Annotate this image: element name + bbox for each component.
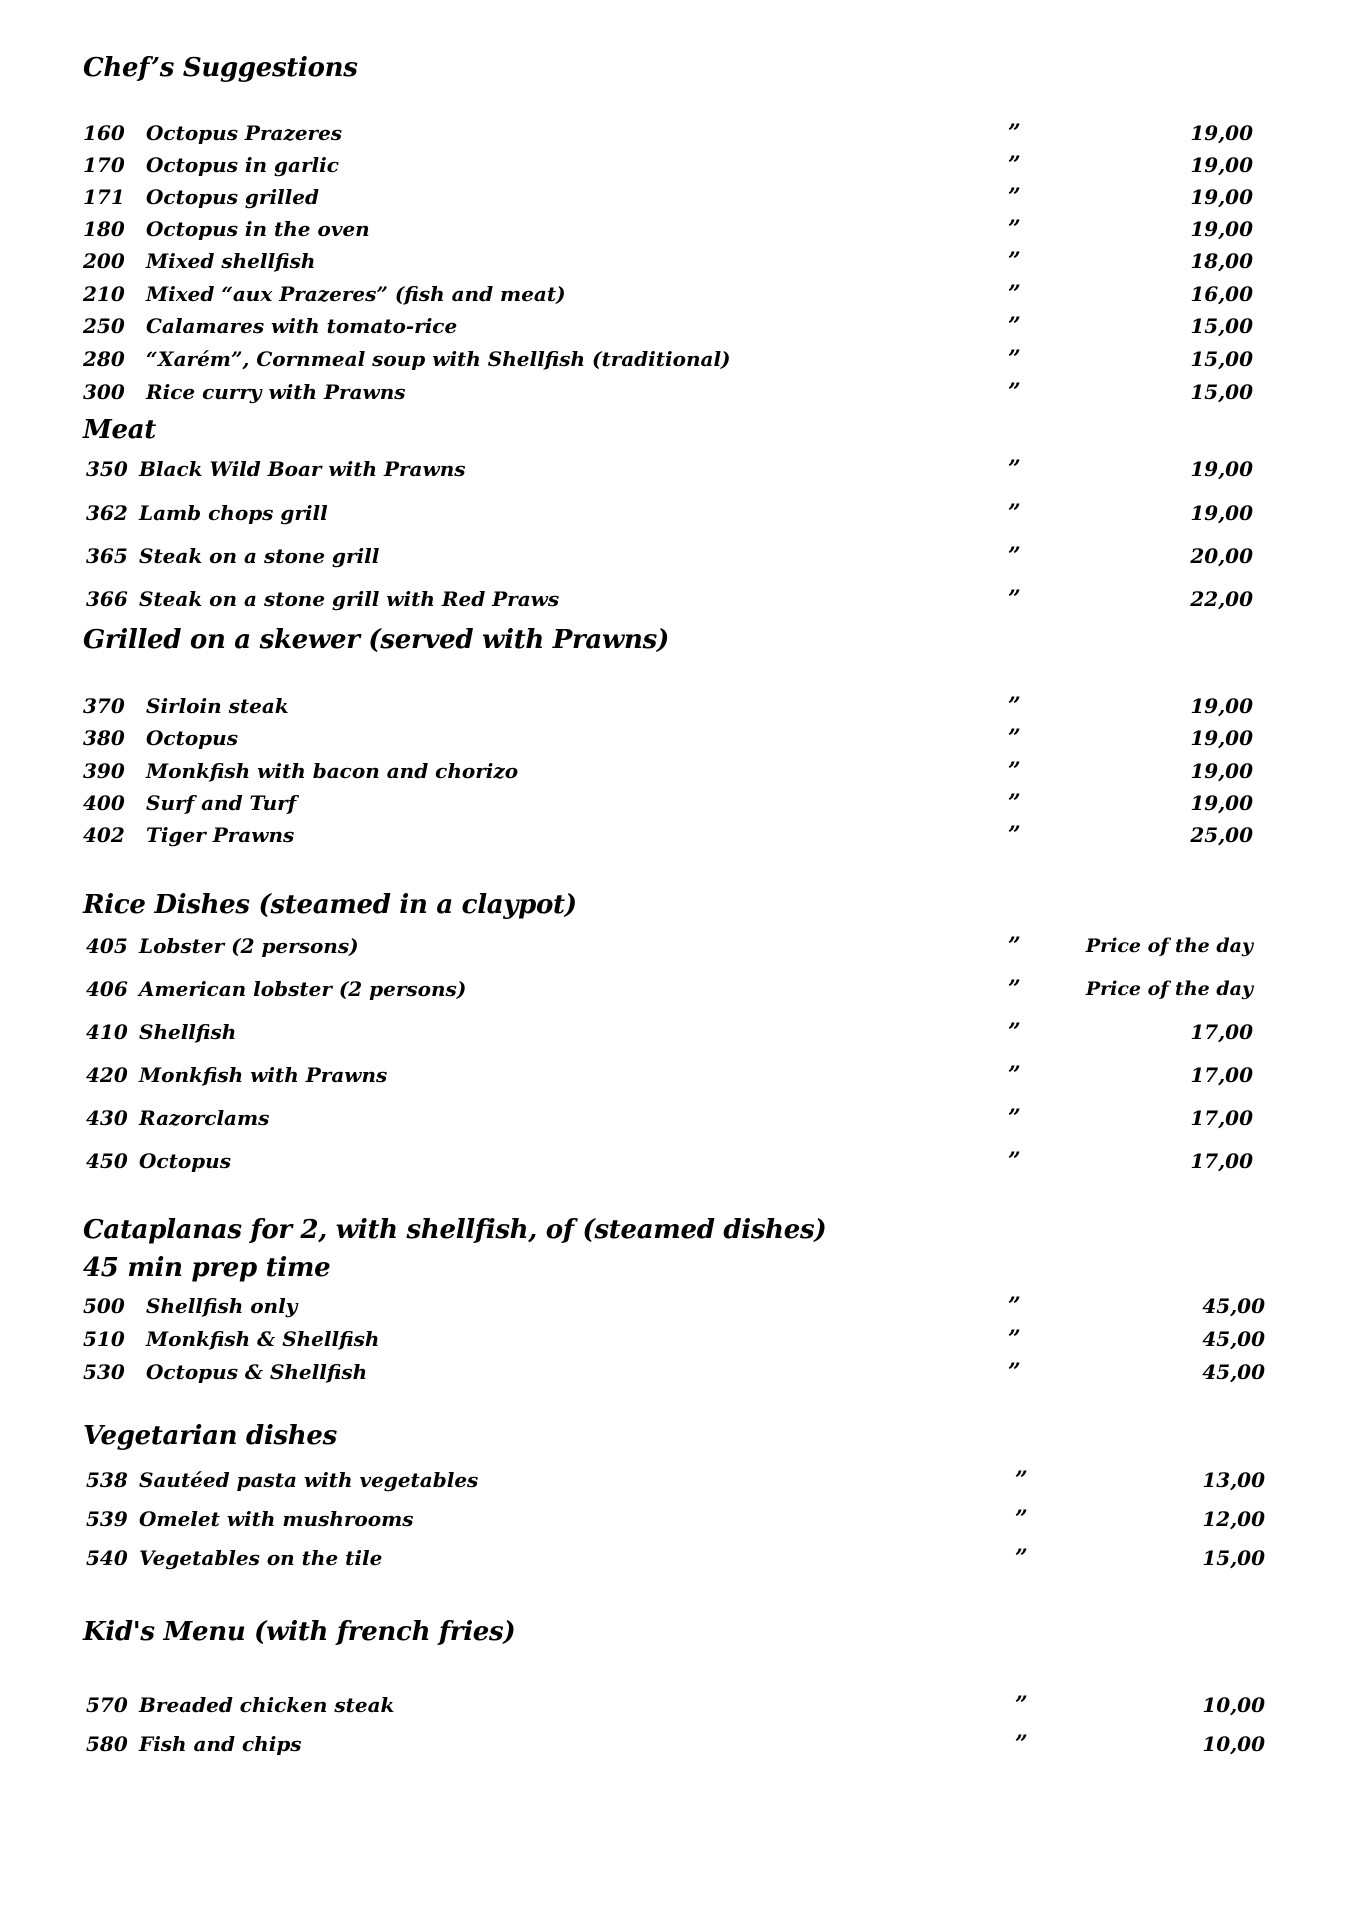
item-code: 540 [86, 1546, 128, 1570]
ditto-mark: ” [1008, 184, 1021, 210]
item-name: Tiger Prawns [146, 823, 295, 847]
item-price: 15,00 [1190, 347, 1253, 371]
menu-item-300 [0, 377, 1358, 407]
item-name: Lobster (2 persons) [139, 934, 359, 958]
menu-item-370 [0, 691, 1358, 721]
ditto-mark: ” [1008, 725, 1021, 751]
item-price: Price of the day [1085, 935, 1253, 957]
item-price: 19,00 [1190, 501, 1253, 525]
menu-item-390 [0, 756, 1358, 786]
item-name: Calamares with tomato-rice [146, 314, 458, 338]
item-price: 19,00 [1190, 457, 1253, 481]
section-heading-cataplanas: Cataplanas for 2, with shellfish, of (steamed dishes) [83, 1215, 827, 1245]
ditto-mark: ” [1015, 1545, 1028, 1571]
item-code: 406 [86, 977, 128, 1001]
item-price: 12,00 [1202, 1507, 1265, 1531]
item-name: Octopus in the oven [146, 217, 370, 241]
menu-item-400 [0, 788, 1358, 818]
menu-item-250 [0, 311, 1358, 341]
item-name: Lamb chops grill [139, 501, 328, 525]
menu-item-362 [0, 498, 1358, 528]
item-name: Surf and Turf [146, 791, 297, 815]
item-name: Octopus Prazeres [146, 121, 343, 145]
item-price: 19,00 [1190, 185, 1253, 209]
item-price: 16,00 [1190, 282, 1253, 306]
item-name: Monkfish with bacon and chorizo [146, 759, 519, 783]
menu-item-210 [0, 279, 1358, 309]
item-code: 538 [86, 1468, 128, 1492]
menu-item-410 [0, 1017, 1358, 1047]
section-heading-rice-dishes: Rice Dishes (steamed in a claypot) [83, 890, 577, 920]
item-code: 539 [86, 1507, 128, 1531]
ditto-mark: ” [1008, 758, 1021, 784]
ditto-mark: ” [1015, 1467, 1028, 1493]
menu-item-380 [0, 723, 1358, 753]
ditto-mark: ” [1008, 1359, 1021, 1385]
ditto-mark: ” [1008, 933, 1021, 959]
menu-item-538 [0, 1465, 1358, 1495]
item-code: 210 [83, 282, 125, 306]
item-code: 450 [86, 1149, 128, 1173]
item-name: Mixed shellfish [146, 249, 316, 273]
item-name: Black Wild Boar with Prawns [139, 457, 466, 481]
item-code: 250 [83, 314, 125, 338]
ditto-mark: ” [1008, 346, 1021, 372]
item-price: 15,00 [1190, 380, 1253, 404]
item-name: Octopus grilled [146, 185, 319, 209]
ditto-mark: ” [1008, 456, 1021, 482]
section-heading-kids-menu: Kid's Menu (with french fries) [83, 1617, 516, 1647]
item-name: Fish and chips [139, 1732, 302, 1756]
menu-item-405 [0, 931, 1358, 961]
item-name: American lobster (2 persons) [139, 977, 467, 1001]
item-code: 420 [86, 1063, 128, 1087]
ditto-mark: ” [1008, 693, 1021, 719]
menu-item-539 [0, 1504, 1358, 1534]
ditto-mark: ” [1008, 313, 1021, 339]
ditto-mark: ” [1008, 248, 1021, 274]
item-name: Monkfish & Shellfish [146, 1327, 380, 1351]
item-name: Omelet with mushrooms [139, 1507, 414, 1531]
menu-item-160 [0, 118, 1358, 148]
item-price: 13,00 [1202, 1468, 1265, 1492]
item-name: Vegetables on the tile [139, 1546, 383, 1570]
item-name: Sirloin steak [146, 694, 289, 718]
ditto-mark: ” [1008, 500, 1021, 526]
item-price: 22,00 [1190, 587, 1253, 611]
item-price: 19,00 [1190, 217, 1253, 241]
ditto-mark: ” [1008, 822, 1021, 848]
item-name: Razorclams [139, 1106, 270, 1130]
item-code: 402 [83, 823, 125, 847]
item-code: 170 [83, 153, 125, 177]
menu-item-170 [0, 150, 1358, 180]
item-code: 410 [86, 1020, 128, 1044]
menu-item-580 [0, 1729, 1358, 1759]
item-name: Steak on a stone grill [139, 544, 380, 568]
ditto-mark: ” [1008, 281, 1021, 307]
item-code: 500 [83, 1294, 125, 1318]
item-price: 15,00 [1190, 314, 1253, 338]
item-price: 19,00 [1190, 791, 1253, 815]
ditto-mark: ” [1008, 216, 1021, 242]
item-price: 45,00 [1202, 1327, 1265, 1351]
menu-item-530 [0, 1357, 1358, 1387]
ditto-mark: ” [1008, 586, 1021, 612]
item-code: 390 [83, 759, 125, 783]
item-price: 45,00 [1202, 1360, 1265, 1384]
ditto-mark: ” [1008, 1105, 1021, 1131]
section-subheading-prep-time: 45 min prep time [83, 1253, 331, 1283]
item-code: 366 [86, 587, 128, 611]
item-price: Price of the day [1085, 978, 1253, 1000]
item-code: 200 [83, 249, 125, 273]
section-heading-meat: Meat [83, 415, 156, 445]
item-name: Rice curry with Prawns [146, 380, 406, 404]
item-name: Breaded chicken steak [139, 1693, 395, 1717]
ditto-mark: ” [1008, 1326, 1021, 1352]
item-price: 19,00 [1190, 759, 1253, 783]
item-code: 530 [83, 1360, 125, 1384]
menu-item-171 [0, 182, 1358, 212]
item-code: 370 [83, 694, 125, 718]
menu-item-510 [0, 1324, 1358, 1354]
item-price: 17,00 [1190, 1106, 1253, 1130]
menu-item-350 [0, 454, 1358, 484]
menu-item-450 [0, 1146, 1358, 1176]
item-price: 20,00 [1190, 544, 1253, 568]
item-price: 19,00 [1190, 153, 1253, 177]
item-code: 180 [83, 217, 125, 241]
item-code: 160 [83, 121, 125, 145]
item-code: 300 [83, 380, 125, 404]
menu-item-365 [0, 541, 1358, 571]
section-heading-vegetarian: Vegetarian dishes [83, 1421, 337, 1451]
menu-item-406 [0, 974, 1358, 1004]
menu-item-402 [0, 820, 1358, 850]
ditto-mark: ” [1015, 1506, 1028, 1532]
item-name: Octopus [146, 726, 238, 750]
ditto-mark: ” [1008, 1293, 1021, 1319]
ditto-mark: ” [1015, 1731, 1028, 1757]
ditto-mark: ” [1008, 543, 1021, 569]
ditto-mark: ” [1008, 379, 1021, 405]
item-price: 15,00 [1202, 1546, 1265, 1570]
item-price: 25,00 [1190, 823, 1253, 847]
item-name: Steak on a stone grill with Red Praws [139, 587, 560, 611]
item-name: “Xarém”, Cornmeal soup with Shellfish (traditional) [146, 347, 731, 371]
item-price: 19,00 [1190, 726, 1253, 750]
item-name: Monkfish with Prawns [139, 1063, 388, 1087]
ditto-mark: ” [1008, 1148, 1021, 1174]
menu-item-430 [0, 1103, 1358, 1133]
ditto-mark: ” [1008, 790, 1021, 816]
item-code: 362 [86, 501, 128, 525]
ditto-mark: ” [1008, 976, 1021, 1002]
menu-item-570 [0, 1690, 1358, 1720]
section-heading-grilled-skewer: Grilled on a skewer (served with Prawns) [83, 625, 669, 655]
item-code: 400 [83, 791, 125, 815]
item-code: 580 [86, 1732, 128, 1756]
item-code: 570 [86, 1693, 128, 1717]
ditto-mark: ” [1008, 1019, 1021, 1045]
item-price: 10,00 [1202, 1732, 1265, 1756]
item-price: 19,00 [1190, 694, 1253, 718]
menu-item-540 [0, 1543, 1358, 1573]
item-price: 19,00 [1190, 121, 1253, 145]
item-code: 350 [86, 457, 128, 481]
item-name: Sautéed pasta with vegetables [139, 1468, 479, 1492]
menu-item-500 [0, 1291, 1358, 1321]
item-price: 17,00 [1190, 1149, 1253, 1173]
ditto-mark: ” [1008, 152, 1021, 178]
menu-item-420 [0, 1060, 1358, 1090]
item-name: Octopus [139, 1149, 231, 1173]
item-price: 17,00 [1190, 1020, 1253, 1044]
item-code: 510 [83, 1327, 125, 1351]
item-code: 171 [83, 185, 125, 209]
item-name: Octopus in garlic [146, 153, 339, 177]
ditto-mark: ” [1008, 1062, 1021, 1088]
item-name: Shellfish only [146, 1294, 298, 1318]
item-name: Shellfish [139, 1020, 237, 1044]
menu-item-280 [0, 344, 1358, 374]
item-name: Mixed “aux Prazeres” (fish and meat) [146, 282, 566, 306]
menu-item-366 [0, 584, 1358, 614]
menu-item-200 [0, 246, 1358, 276]
item-code: 380 [83, 726, 125, 750]
item-code: 365 [86, 544, 128, 568]
ditto-mark: ” [1008, 120, 1021, 146]
item-code: 430 [86, 1106, 128, 1130]
section-heading-chefs-suggestions: Chef’s Suggestions [83, 53, 358, 83]
item-name: Octopus & Shellfish [146, 1360, 368, 1384]
item-code: 280 [83, 347, 125, 371]
item-price: 45,00 [1202, 1294, 1265, 1318]
item-price: 17,00 [1190, 1063, 1253, 1087]
item-price: 10,00 [1202, 1693, 1265, 1717]
item-price: 18,00 [1190, 249, 1253, 273]
item-code: 405 [86, 934, 128, 958]
menu-item-180 [0, 214, 1358, 244]
ditto-mark: ” [1015, 1692, 1028, 1718]
